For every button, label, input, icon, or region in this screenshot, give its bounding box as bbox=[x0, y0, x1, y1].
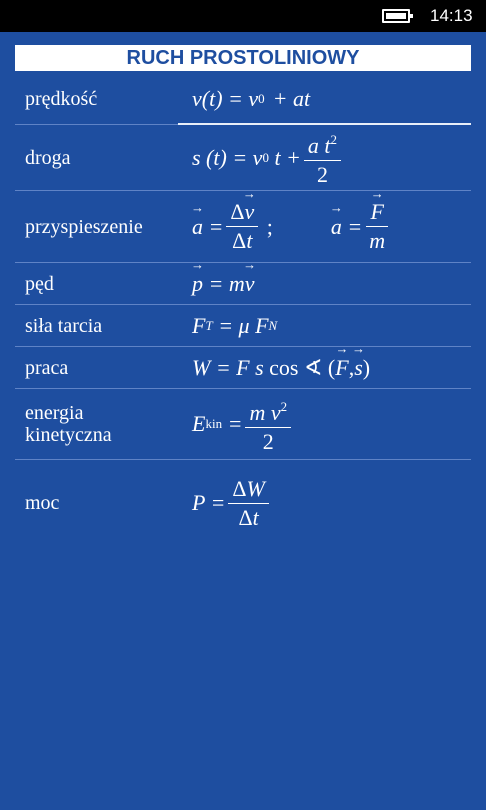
table-row bbox=[15, 347, 471, 389]
battery-icon bbox=[382, 9, 410, 23]
row-formula: W = F s cos ∢ ( → F , → s ) bbox=[192, 347, 471, 388]
row-label: droga bbox=[25, 146, 71, 169]
table-row bbox=[15, 389, 471, 460]
row-formula: → p = m → v bbox=[192, 263, 471, 304]
row-label: prędkość bbox=[25, 87, 98, 110]
table-row bbox=[15, 460, 471, 546]
row-label: siła tarcia bbox=[25, 314, 103, 337]
row-label: przyspieszenie bbox=[25, 215, 143, 238]
status-bar bbox=[0, 0, 486, 32]
row-formula: → a = $\frac{\Delta\to v}{\Delta t}$ ; → a = → $\frac{F}{m}$ bbox=[192, 191, 471, 262]
row-label: pęd bbox=[25, 272, 54, 295]
table-row bbox=[15, 72, 471, 125]
table-row bbox=[15, 263, 471, 305]
row-formula: s (t) = v 0 t + $\frac{a t^2}{2}$ bbox=[192, 125, 471, 190]
row-formula: P = $\frac{\Delta W}{\Delta t}$ bbox=[192, 460, 471, 546]
table-row bbox=[15, 125, 471, 191]
row-formula: F T = μ F N bbox=[192, 312, 278, 338]
row-label: energia kinetyczna bbox=[25, 402, 112, 446]
row-label: praca bbox=[25, 356, 69, 379]
status-time: 14:13 bbox=[430, 6, 473, 25]
table-row bbox=[15, 191, 471, 263]
row-label: moc bbox=[25, 492, 60, 514]
formula-table bbox=[15, 72, 471, 546]
page-title: RUCH PROSTOLINIOWY bbox=[15, 45, 471, 71]
row-formula: v(t) = v 0 + at bbox=[192, 85, 311, 111]
row-formula: E kin = $\frac{m v^2}{2}$ bbox=[192, 389, 471, 459]
table-row bbox=[15, 305, 471, 347]
